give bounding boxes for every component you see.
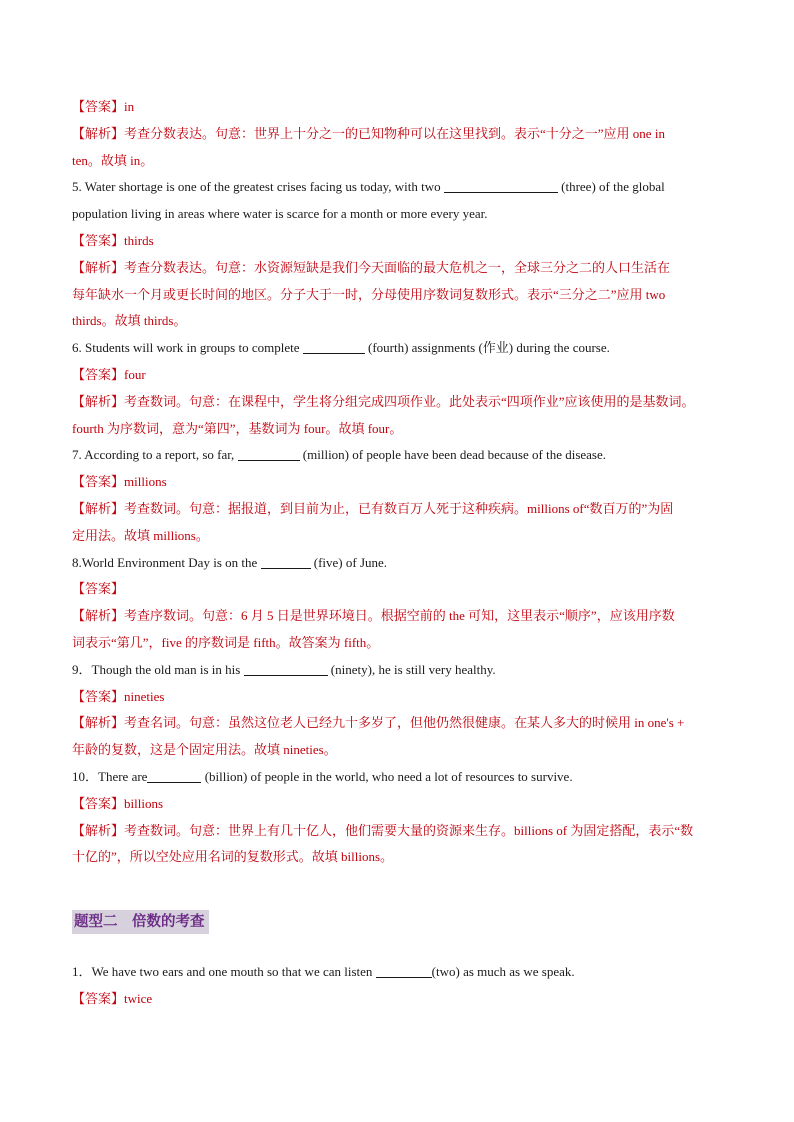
analysis-line xyxy=(72,630,722,657)
answer-value: in xyxy=(124,99,135,114)
answer-value: billions xyxy=(124,795,164,811)
question-line: population living in areas where water is scarce for a month or more every year. xyxy=(72,206,488,222)
answer-blank xyxy=(376,963,432,978)
analysis-text: 词表示“第几”，five 的序数词是 fifth。故答案为 fifth。 xyxy=(72,634,380,650)
question-text: Water shortage is one of the greatest crises facing us today, with two xyxy=(81,179,444,195)
question-number: 9． xyxy=(72,661,92,677)
analysis-text: 每年缺水一个月或更长时间的地区。分子大于一时，分母使用序数词复数形式。表示“三分之二”应用 two xyxy=(72,286,666,302)
analysis-text: 考查序数词。句意：6 月 5 日是世界环境日。根据空前的 the 可知，这里表示“顺序”，应该用序数 xyxy=(124,608,675,624)
analysis-line xyxy=(72,282,722,309)
question-text: Students will work in groups to complete xyxy=(81,340,303,356)
analysis-line xyxy=(72,818,722,845)
answer-blank xyxy=(261,554,311,569)
section-heading-wrap xyxy=(72,907,722,947)
question-text: (ninety), he is still very healthy. xyxy=(327,661,496,677)
exercise-list-1 xyxy=(72,94,722,871)
analysis-text: 十亿的”，所以空处应用名词的复数形式。故填 billions。 xyxy=(72,849,394,865)
answer-value: four xyxy=(124,366,146,382)
document-page xyxy=(72,94,722,1013)
section-heading: 题型二 倍数的考查 xyxy=(72,910,209,934)
answer-bracket: 【答案】 xyxy=(72,366,125,382)
analysis-line xyxy=(72,308,722,335)
analysis-bracket: 【解析】 xyxy=(72,259,125,275)
analysis-text: 考查分数表达。句意：水资源短缺是我们今天面临的最大危机之一，全球三分之二的人口生活在 xyxy=(124,259,671,275)
question-number: 8. xyxy=(72,554,82,570)
question-text: (million) of people have been dead because of the disease. xyxy=(299,447,607,463)
question-text: World Environment Day is on the xyxy=(81,554,261,570)
analysis-line xyxy=(72,603,722,630)
answer-bracket: 【答案】 xyxy=(72,581,125,597)
question-text: (three) of the global xyxy=(557,179,665,195)
analysis-line xyxy=(72,255,722,282)
answer-value: millions xyxy=(124,474,167,490)
question-text: (billion) of people in the world, who need a lot of resources to survive. xyxy=(201,768,573,784)
answer-blank xyxy=(303,339,365,354)
answer-value: nineties xyxy=(124,688,165,704)
analysis-bracket: 【解析】 xyxy=(72,715,125,731)
answer-line xyxy=(72,469,722,496)
analysis-text: ten。故填 in。 xyxy=(72,152,154,168)
answer-bracket: 【答案】 xyxy=(72,990,125,1006)
analysis-line xyxy=(72,148,722,175)
analysis-text: 考查分数表达。句意：世界上十分之一的已知物种可以在这里找到。表示“十分之一”应用 one in xyxy=(124,125,665,141)
question-text: There are xyxy=(98,768,148,784)
answer-line xyxy=(72,791,722,818)
analysis-text: 定用法。故填 millions。 xyxy=(72,527,209,543)
section-gap xyxy=(72,871,722,907)
analysis-text: 考查数词。句意：据报道，到目前为止，已有数百万人死于这种疾病。millions of“数百万的”为固 xyxy=(124,500,674,516)
answer-value: twice xyxy=(124,990,153,1006)
analysis-bracket: 【解析】 xyxy=(72,393,125,409)
answer-line xyxy=(72,94,722,121)
question-line xyxy=(72,550,722,577)
section-gap xyxy=(72,947,722,959)
analysis-line xyxy=(72,710,722,737)
analysis-line xyxy=(72,416,722,443)
answer-bracket: 【答案】 xyxy=(72,688,125,704)
answer-blank xyxy=(244,661,328,676)
question-line xyxy=(72,959,722,986)
answer-value: thirds xyxy=(124,232,154,248)
analysis-text: 考查数词。句意：在课程中，学生将分组完成四项作业。此处表示“四项作业”应该使用的是基数词。 xyxy=(124,393,695,409)
question-line xyxy=(72,335,722,362)
analysis-text: 考查名词。句意：虽然这位老人已经九十多岁了，但他仍然很健康。在某人多大的时候用 in one's + xyxy=(124,715,685,731)
answer-line xyxy=(72,228,722,255)
answer-blank xyxy=(238,446,300,461)
exercise-list-2 xyxy=(72,959,722,1013)
analysis-line xyxy=(72,496,722,523)
answer-blank xyxy=(147,768,201,783)
answer-line xyxy=(72,576,722,603)
answer-line xyxy=(72,986,722,1013)
answer-blank xyxy=(444,178,558,193)
question-line xyxy=(72,657,722,684)
analysis-line xyxy=(72,844,722,871)
analysis-text: 考查数词。句意：世界上有几十亿人，他们需要大量的资源来生存。billions of 为固定搭配，表示“数 xyxy=(124,822,694,838)
question-number: 5. xyxy=(72,179,82,195)
analysis-bracket: 【解析】 xyxy=(72,822,125,838)
analysis-line xyxy=(72,523,722,550)
analysis-text: 年龄的复数，这是个固定用法。故填 nineties。 xyxy=(72,742,337,758)
analysis-bracket: 【解析】 xyxy=(72,125,125,141)
question-text: (five) of June. xyxy=(310,554,388,570)
question-number: 6. xyxy=(72,340,82,356)
answer-line xyxy=(72,684,722,711)
answer-bracket: 【答案】 xyxy=(72,474,125,490)
question-text: (fourth) assignments (作业) during the course. xyxy=(364,340,610,356)
question-line xyxy=(72,442,722,469)
question-number: 7. xyxy=(72,447,82,463)
question-number: 1． xyxy=(72,964,92,980)
question-text: According to a report, so far, xyxy=(81,447,238,463)
analysis-line xyxy=(72,389,722,416)
question-text: Though the old man is in his xyxy=(91,661,244,677)
analysis-bracket: 【解析】 xyxy=(72,500,125,516)
question-number: 10． xyxy=(72,768,99,784)
question-text: (two) as much as we speak. xyxy=(431,964,575,980)
question-text: We have two ears and one mouth so that we can listen xyxy=(91,964,376,980)
answer-line xyxy=(72,362,722,389)
analysis-line xyxy=(72,737,722,764)
answer-bracket: 【答案】 xyxy=(72,232,125,248)
analysis-bracket: 【解析】 xyxy=(72,608,125,624)
question-line xyxy=(72,764,722,791)
analysis-line xyxy=(72,121,722,148)
answer-bracket: 【答案】 xyxy=(72,795,125,811)
analysis-text: thirds。故填 thirds。 xyxy=(72,313,187,329)
question-line xyxy=(72,174,722,201)
analysis-text: fourth 为序数词，意为“第四”，基数词为 four。故填 four。 xyxy=(72,420,403,436)
answer-bracket: 【答案】 xyxy=(72,99,125,114)
